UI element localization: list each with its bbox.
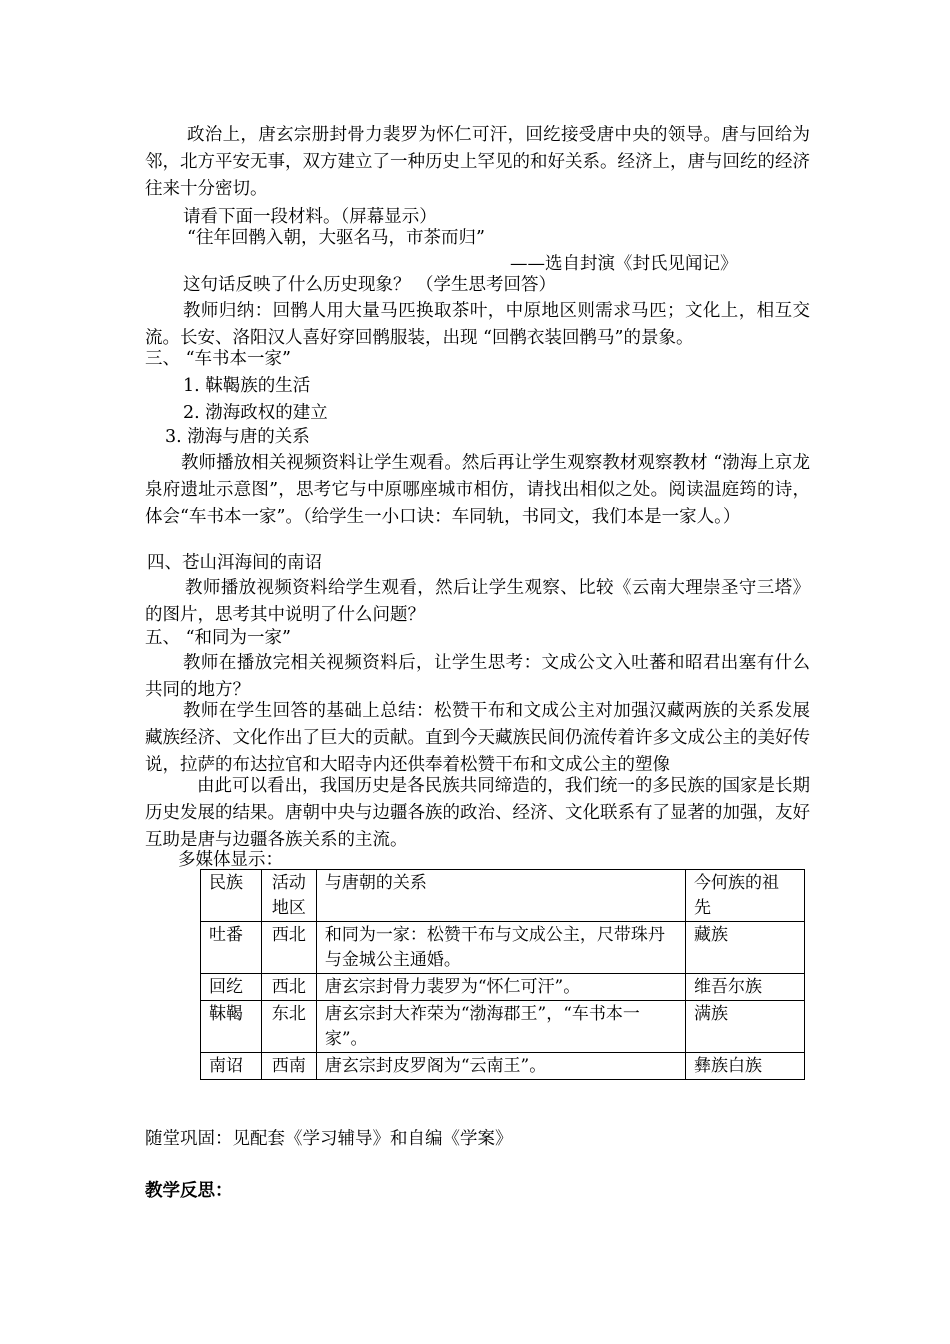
quote: “往年回鹘入朝，大驱名马，市茶而归” bbox=[187, 228, 485, 248]
table-cell: 唐玄宗封大祚荣为“渤海郡王”，“车书本一家”。 bbox=[316, 1001, 685, 1053]
paragraph-hetong-question: 教师在播放完相关视频资料后，让学生思考：文成公文入吐蕃和昭君出塞有什么共同的地方？ bbox=[145, 653, 810, 700]
table-cell: 和同为一家：松赞干布与文成公主，尺带珠丹与金城公主通婚。 bbox=[316, 922, 685, 974]
table-row bbox=[201, 1001, 805, 1053]
section5-title: 五、 “和同为一家” bbox=[145, 628, 291, 648]
table-cell: 满族 bbox=[686, 1001, 805, 1053]
list-item-2: 2. 渤海政权的建立 bbox=[183, 403, 328, 423]
table-cell: 西南 bbox=[262, 1053, 317, 1080]
paragraph-bohai: 教师播放相关视频资料让学生观看。然后再让学生观察教材观察教材 “渤海上京龙泉府遗址示意图”，思考它与中原哪座城市相仿，请找出相似之处。阅读温庭筠的诗，体会“车书本一家”。（给学生一小口诀：车同轨，书同文，我们本是一家人。） bbox=[145, 453, 810, 527]
quote-source: ——选自封演《封氏见闻记》 bbox=[510, 254, 738, 274]
reflection-heading: 教学反思： bbox=[145, 1181, 233, 1201]
paragraph-nanzhao: 教师播放视频资料给学生观看，然后让学生观察、比较《云南大理崇圣守三塔》的图片，思考其中说明了什么问题？ bbox=[145, 578, 810, 625]
paragraph-conclusion: 由此可以看出，我国历史是各民族共同缔造的，我们统一的多民族的国家是长期历史发展的结果。唐朝中央与边疆各族的政治、经济、文化联系有了显著的加强，友好互助是唐与边疆各族关系的主流。 bbox=[145, 776, 810, 850]
paragraph-hetong-summary: 教师在学生回答的基础上总结：松赞干布和文成公主对加强汉藏两族的关系发展藏族经济、文化作出了巨大的贡献。直到今天藏族民间仍流传着许多文成公主的美好传说，拉萨的布达拉官和大昭寺内还供奉着松赞干布和文成公主的塑像 bbox=[145, 701, 810, 775]
question: 这句话反映了什么历史现象？ （学生思考回答） bbox=[183, 275, 557, 295]
table-cell: 维吾尔族 bbox=[686, 974, 805, 1001]
list-item-1: 1. 靺鞨族的生活 bbox=[183, 376, 311, 396]
table-header-cell: 民族 bbox=[201, 870, 262, 922]
table-cell: 西北 bbox=[262, 922, 317, 974]
table-cell: 藏族 bbox=[686, 922, 805, 974]
table-row bbox=[201, 974, 805, 1001]
table-header-cell: 与唐朝的关系 bbox=[316, 870, 685, 922]
table-cell: 东北 bbox=[262, 1001, 317, 1053]
table-cell: 唐玄宗封皮罗阁为“云南王”。 bbox=[316, 1053, 685, 1080]
table-cell: 南诏 bbox=[201, 1053, 262, 1080]
paragraph-politics: 政治上，唐玄宗册封骨力裴罗为怀仁可汗，回纥接受唐中央的领导。唐与回给为邻，北方平安无事，双方建立了一种历史上罕见的和好关系。经济上，唐与回纥的经济往来十分密切。 bbox=[145, 125, 810, 199]
table-cell: 彝族白族 bbox=[686, 1053, 805, 1080]
table-cell: 西北 bbox=[262, 974, 317, 1001]
section4-title: 四、苍山洱海间的南诏 bbox=[147, 553, 322, 573]
table-header-cell: 今何族的祖先 bbox=[686, 870, 805, 922]
table-cell: 唐玄宗封骨力裴罗为“怀仁可汗”。 bbox=[316, 974, 685, 1001]
table-cell: 吐番 bbox=[201, 922, 262, 974]
material-intro: 请看下面一段材料。（屏幕显示） bbox=[183, 207, 437, 227]
table-header-cell: 活动地区 bbox=[262, 870, 317, 922]
table-header-row bbox=[201, 870, 805, 922]
section3-title: 三、 “车书本一家” bbox=[145, 349, 291, 369]
table-cell: 回纥 bbox=[201, 974, 262, 1001]
paragraph-summary: 教师归纳：回鹘人用大量马匹换取茶叶，中原地区则需求马匹；文化上，相互交流。长安、洛阳汉人喜好穿回鹘服装，出现 “回鹘衣装回鹘马”的景象。 bbox=[145, 301, 810, 348]
table-row bbox=[201, 1053, 805, 1080]
table-row bbox=[201, 922, 805, 974]
multimedia-label: 多媒体显示： bbox=[178, 850, 283, 870]
relations-table bbox=[200, 869, 805, 1080]
practice-note: 随堂巩固：见配套《学习辅导》和自编《学案》 bbox=[145, 1129, 513, 1149]
list-item-3: 3. 渤海与唐的关系 bbox=[165, 427, 310, 447]
table-cell: 靺鞨 bbox=[201, 1001, 262, 1053]
